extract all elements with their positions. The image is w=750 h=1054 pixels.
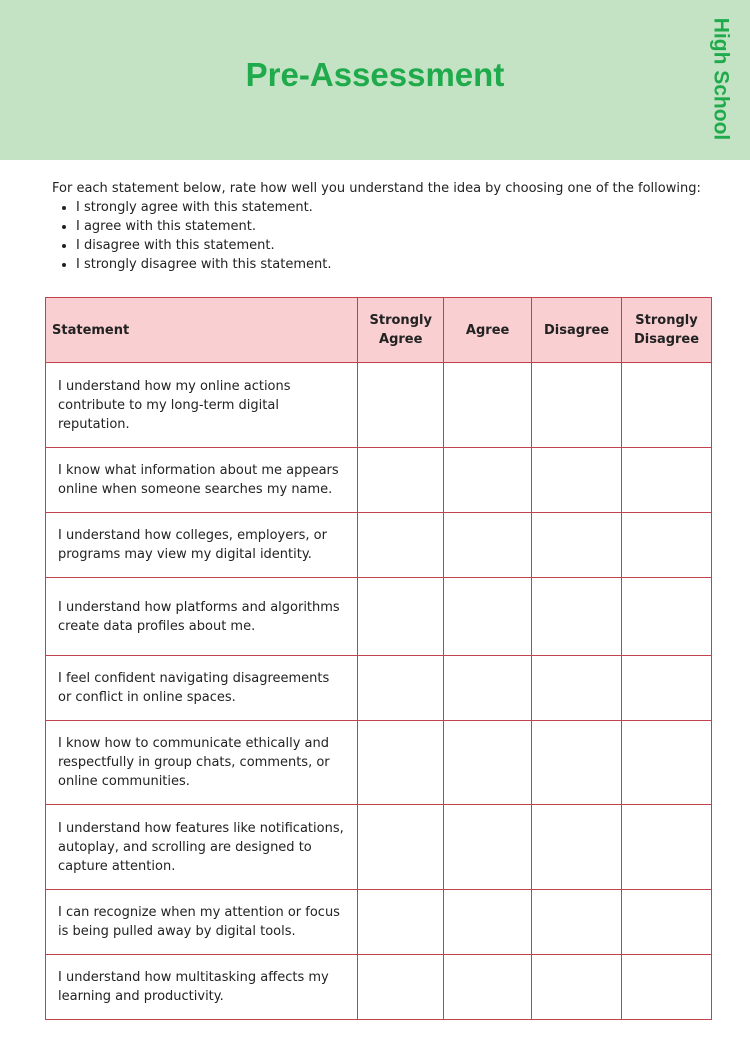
statement-cell: I understand how colleges, employers, or programs may view my digital identity.	[46, 513, 358, 578]
agree-cell[interactable]	[444, 805, 532, 890]
strongly-disagree-cell[interactable]	[622, 656, 712, 721]
strongly-agree-cell[interactable]	[358, 805, 444, 890]
table-row	[46, 721, 712, 805]
disagree-cell[interactable]	[532, 955, 622, 1020]
statement-cell: I feel confident navigating disagreements or conflict in online spaces.	[46, 656, 358, 721]
strongly-disagree-cell[interactable]	[622, 805, 712, 890]
page-title: Pre-Assessment	[245, 56, 505, 93]
statement-cell: I can recognize when my attention or focus is being pulled away by digital tools.	[46, 890, 358, 955]
agree-cell[interactable]	[444, 448, 532, 513]
agree-cell[interactable]	[444, 656, 532, 721]
strongly-disagree-cell[interactable]	[622, 513, 712, 578]
rating-option: • I disagree with this statement.	[76, 236, 722, 255]
header-banner	[0, 0, 750, 160]
strongly-disagree-cell[interactable]	[622, 448, 712, 513]
instructions-intro: For each statement below, rate how well you understand the idea by choosing one of the following:	[52, 181, 701, 196]
strongly-agree-cell[interactable]	[358, 890, 444, 955]
strongly-agree-cell[interactable]	[358, 578, 444, 656]
disagree-cell[interactable]	[532, 890, 622, 955]
strongly-disagree-cell[interactable]	[622, 721, 712, 805]
statement-cell: I understand how platforms and algorithms create data profiles about me.	[46, 578, 358, 656]
column-header-disagree: Disagree	[532, 298, 622, 363]
agree-cell[interactable]	[444, 513, 532, 578]
disagree-cell[interactable]	[532, 448, 622, 513]
column-header-statement: Statement	[46, 298, 358, 363]
statement-cell: I understand how multitasking affects my learning and productivity.	[46, 955, 358, 1020]
statement-cell: I understand how my online actions contribute to my long-term digital reputation.	[46, 363, 358, 448]
strongly-disagree-cell[interactable]	[622, 890, 712, 955]
table-row	[46, 890, 712, 955]
disagree-cell[interactable]	[532, 805, 622, 890]
column-header-strongly-disagree: Strongly Disagree	[622, 298, 712, 363]
rating-options-list	[52, 198, 722, 274]
table-row	[46, 955, 712, 1020]
statement-cell: I understand how features like notifications, autoplay, and scrolling are designed to capture attention.	[46, 805, 358, 890]
strongly-agree-cell[interactable]	[358, 448, 444, 513]
strongly-agree-cell[interactable]	[358, 721, 444, 805]
strongly-disagree-cell[interactable]	[622, 363, 712, 448]
disagree-cell[interactable]	[532, 363, 622, 448]
table-row	[46, 656, 712, 721]
strongly-agree-cell[interactable]	[358, 513, 444, 578]
table-row	[46, 363, 712, 448]
agree-cell[interactable]	[444, 578, 532, 656]
agree-cell[interactable]	[444, 890, 532, 955]
strongly-agree-cell[interactable]	[358, 955, 444, 1020]
table-row	[46, 805, 712, 890]
side-label-text: High School	[709, 17, 732, 141]
column-header-agree: Agree	[444, 298, 532, 363]
assessment-table	[45, 297, 712, 1020]
statement-cell: I know what information about me appears online when someone searches my name.	[46, 448, 358, 513]
side-label	[690, 18, 750, 140]
rating-option: • I strongly agree with this statement.	[76, 198, 722, 217]
table-row	[46, 578, 712, 656]
disagree-cell[interactable]	[532, 721, 622, 805]
strongly-disagree-cell[interactable]	[622, 578, 712, 656]
rating-option: • I strongly disagree with this statement.	[76, 255, 722, 274]
agree-cell[interactable]	[444, 955, 532, 1020]
instructions	[52, 179, 722, 274]
strongly-disagree-cell[interactable]	[622, 955, 712, 1020]
strongly-agree-cell[interactable]	[358, 363, 444, 448]
table-row	[46, 448, 712, 513]
column-header-strongly-agree: Strongly Agree	[358, 298, 444, 363]
table-row	[46, 513, 712, 578]
table-header-row	[46, 298, 712, 363]
statement-cell: I know how to communicate ethically and respectfully in group chats, comments, or online communities.	[46, 721, 358, 805]
agree-cell[interactable]	[444, 721, 532, 805]
disagree-cell[interactable]	[532, 656, 622, 721]
strongly-agree-cell[interactable]	[358, 656, 444, 721]
disagree-cell[interactable]	[532, 513, 622, 578]
agree-cell[interactable]	[444, 363, 532, 448]
rating-option: • I agree with this statement.	[76, 217, 722, 236]
disagree-cell[interactable]	[532, 578, 622, 656]
